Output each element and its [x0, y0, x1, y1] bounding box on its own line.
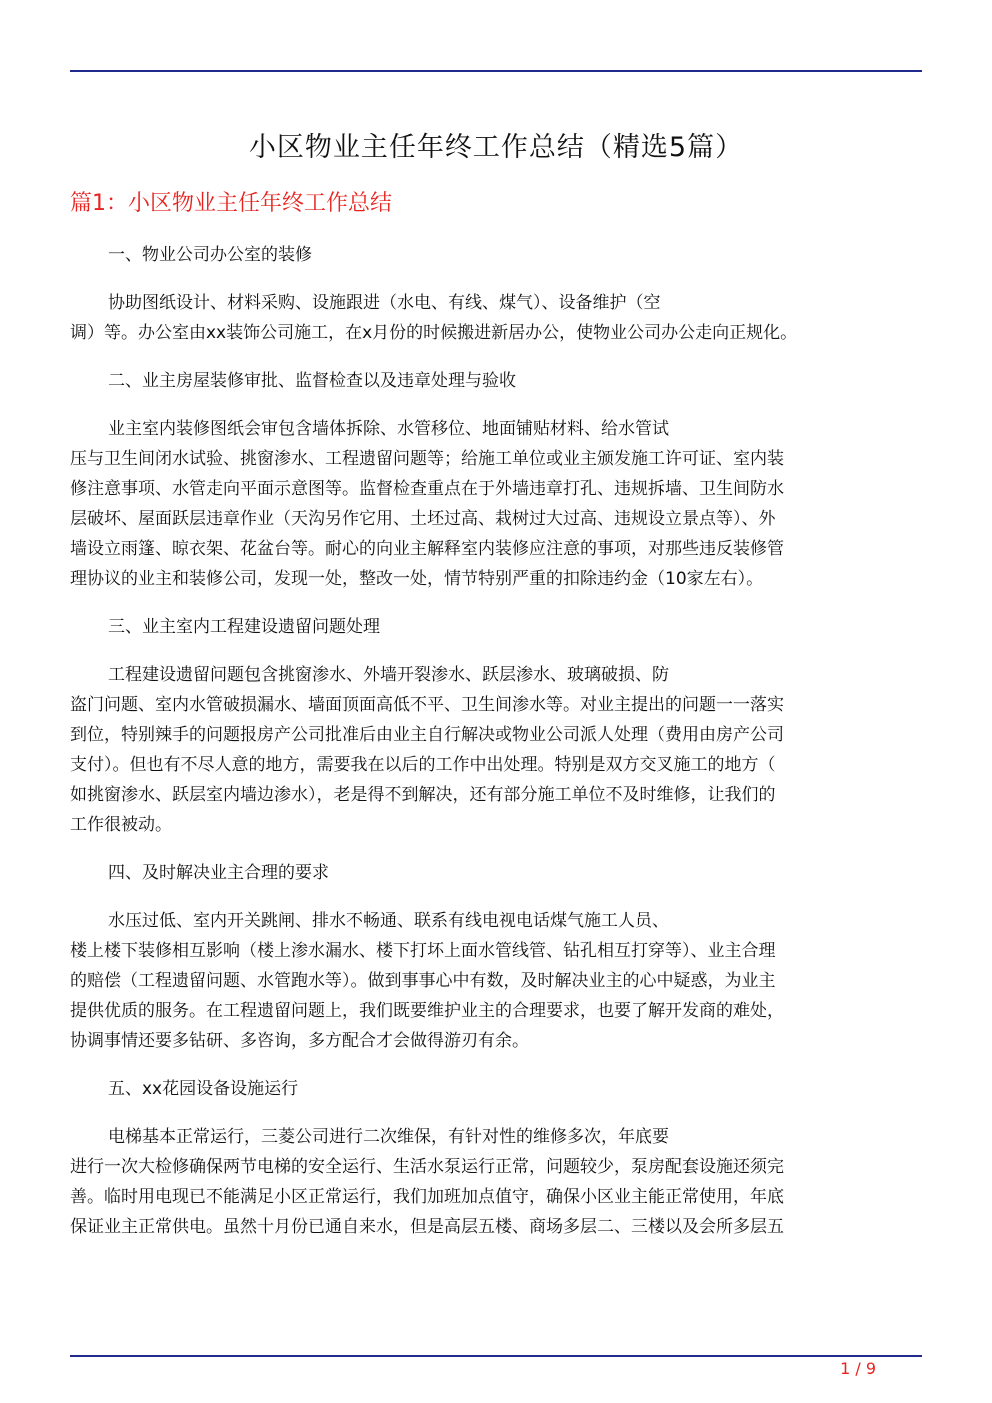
paragraph-line: 到位，特别辣手的问题报房产公司批准后由业主自行解决或物业公司派人处理（费用由房产公司 — [70, 725, 784, 745]
section-paragraph-2 — [70, 414, 916, 594]
section-paragraph-5 — [70, 1122, 916, 1242]
paragraph-line: 如挑窗渗水、跃层室内墙边渗水），老是得不到解决，还有部分施工单位不及时维修，让我们的 — [70, 785, 776, 805]
section-heading-1: 一、物业公司办公室的装修 — [108, 245, 312, 265]
paragraph-line: 楼上楼下装修相互影响（楼上渗水漏水、楼下打坏上面水管线管、钻孔相互打穿等）、业主合理 — [70, 941, 776, 961]
footer-rule — [70, 1355, 922, 1357]
article-heading: 篇1：小区物业主任年终工作总结 — [70, 191, 392, 216]
paragraph-line: 层破坏、屋面跃层违章作业（天沟另作它用、土坯过高、栽树过大过高、违规设立景点等）、外 — [70, 509, 776, 529]
paragraph-line: 工作很被动。 — [70, 815, 172, 835]
paragraph-line: 的赔偿（工程遗留问题、水管跑水等）。做到事事心中有数，及时解决业主的心中疑惑，为业主 — [70, 971, 776, 991]
paragraph-line: 压与卫生间闭水试验、挑窗渗水、工程遗留问题等；给施工单位或业主颁发施工许可证、室内装 — [70, 449, 784, 469]
paragraph-line: 电梯基本正常运行，三菱公司进行二次维保，有针对性的维修多次，年底要 — [108, 1127, 669, 1147]
paragraph-line: 水压过低、室内开关跳闸、排水不畅通、联系有线电视电话煤气施工人员、 — [108, 911, 669, 931]
section-heading-5: 五、xx花园设备设施运行 — [108, 1079, 299, 1099]
paragraph-line: 墙设立雨篷、晾衣架、花盆台等。耐心的向业主解释室内装修应注意的事项，对那些违反装修管 — [70, 539, 784, 559]
header-rule — [70, 70, 922, 72]
paragraph-line: 协助图纸设计、材料采购、设施跟进（水电、有线、煤气）、设备维护（空 — [108, 293, 661, 313]
paragraph-line: 调）等。办公室由xx装饰公司施工，在x月份的时候搬进新居办公，使物业公司办公走向正规化。 — [70, 323, 798, 343]
paragraph-line: 支付）。但也有不尽人意的地方，需要我在以后的工作中出处理。特别是双方交叉施工的地方（ — [70, 755, 776, 775]
paragraph-line: 业主室内装修图纸会审包含墙体拆除、水管移位、地面铺贴材料、给水管试 — [108, 419, 669, 439]
paragraph-line: 提供优质的服务。在工程遗留问题上，我们既要维护业主的合理要求，也要了解开发商的难处， — [70, 1001, 784, 1021]
document-body — [70, 240, 916, 1260]
section-heading-2: 二、业主房屋装修审批、监督检查以及违章处理与验收 — [108, 371, 516, 391]
paragraph-line: 善。临时用电现已不能满足小区正常运行，我们加班加点值守，确保小区业主能正常使用，年底 — [70, 1187, 784, 1207]
section-heading-3: 三、业主室内工程建设遗留问题处理 — [108, 617, 380, 637]
section-paragraph-4 — [70, 906, 916, 1056]
paragraph-line: 工程建设遗留问题包含挑窗渗水、外墙开裂渗水、跃层渗水、玻璃破损、防 — [108, 665, 669, 685]
section-paragraph-3 — [70, 660, 916, 840]
paragraph-line: 盗门问题、室内水管破损漏水、墙面顶面高低不平、卫生间渗水等。对业主提出的问题一一落实 — [70, 695, 784, 715]
page-number: 1 / 9 — [840, 1359, 876, 1378]
section-heading-4: 四、及时解决业主合理的要求 — [108, 863, 329, 883]
paragraph-line: 协调事情还要多钻研、多咨询，多方配合才会做得游刃有余。 — [70, 1031, 529, 1051]
paragraph-line: 修注意事项、水管走向平面示意图等。监督检查重点在于外墙违章打孔、违规拆墙、卫生间防水 — [70, 479, 784, 499]
paragraph-line: 进行一次大检修确保两节电梯的安全运行、生活水泵运行正常，问题较少，泵房配套设施还须完 — [70, 1157, 784, 1177]
paragraph-line: 保证业主正常供电。虽然十月份已通自来水，但是高层五楼、商场多层二、三楼以及会所多层五 — [70, 1217, 784, 1237]
paragraph-line: 理协议的业主和装修公司，发现一处，整改一处，情节特别严重的扣除违约金（10家左右）。 — [70, 569, 764, 589]
section-paragraph-1 — [70, 288, 916, 348]
document-title: 小区物业主任年终工作总结（精选5篇） — [248, 132, 744, 163]
